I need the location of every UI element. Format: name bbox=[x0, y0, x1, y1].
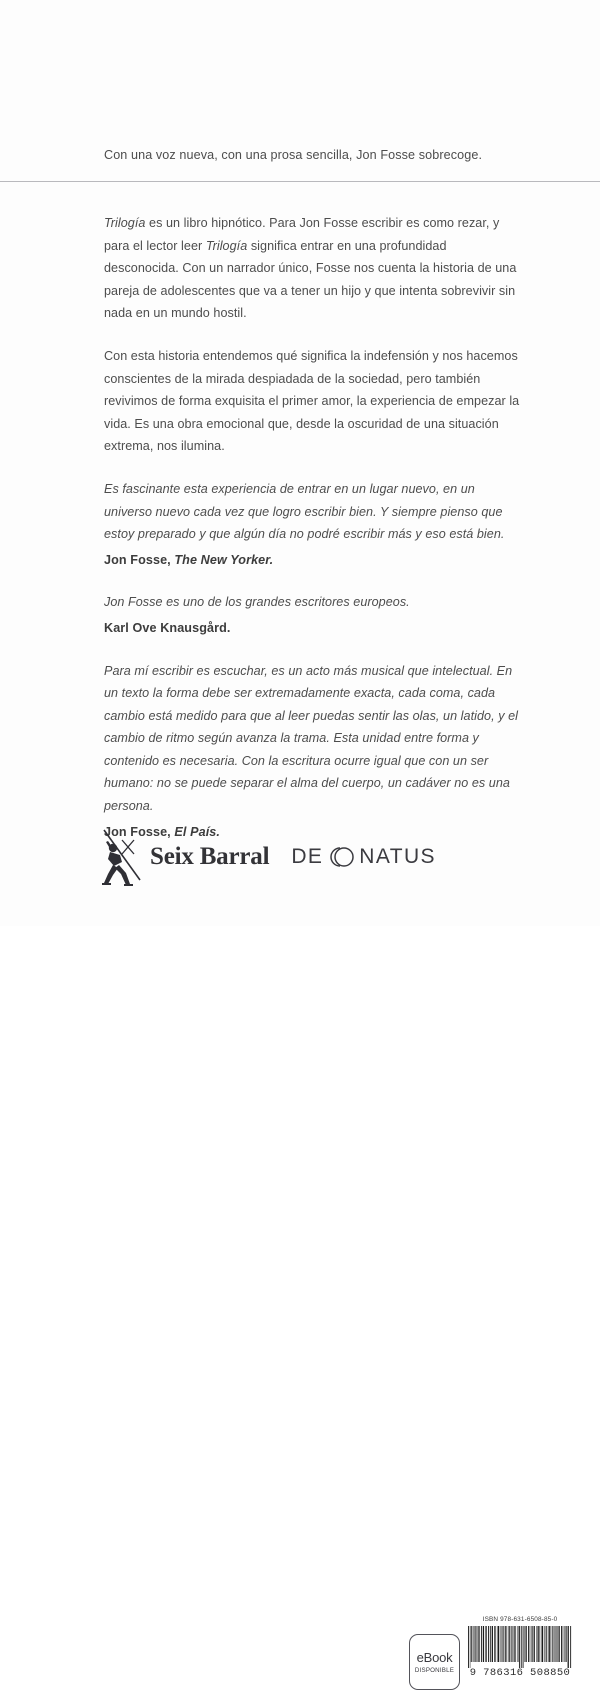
body-copy bbox=[104, 212, 520, 863]
footer bbox=[0, 812, 600, 1679]
quote-1-text: Es fascinante esta experiencia de entrar en un lugar nuevo, en un universo nuevo cada vez que logro escribir bien. Y siempre pienso que estoy preparado y que algún día no podré escribir más y eso está bien. bbox=[104, 481, 505, 542]
ebook-available-badge bbox=[409, 1634, 460, 1690]
quote-1-source: The New Yorker. bbox=[174, 552, 274, 567]
headline-blurb: Con una voz nueva, con una prosa sencilla, Jon Fosse sobrecoge. bbox=[104, 148, 483, 162]
paragraph-1-text-b: significa entrar en una profundidad desconocida. Con un narrador único, Fosse nos cuenta la historia de una pareja de adolescentes que va a tener un hijo y que intenta sobrevivir sin nada en un mundo hostil. bbox=[104, 238, 517, 321]
publisher-logos bbox=[100, 828, 436, 888]
seix-barral-wordmark: Seix Barral bbox=[150, 843, 270, 870]
co-ligature-icon bbox=[327, 846, 357, 868]
barcode-bars-icon bbox=[468, 1626, 572, 1668]
quote-2-text: Jon Fosse es uno de los grandes escritores europeos. bbox=[104, 595, 410, 610]
de-conatus-suffix: NATUS bbox=[359, 845, 436, 868]
quote-1-attribution bbox=[104, 549, 520, 572]
book-title-italic-1: Trilogía bbox=[104, 216, 146, 230]
isbn-label: ISBN 978-631-6508-85-0 bbox=[482, 1616, 558, 1623]
book-title-italic-2: Trilogía bbox=[205, 238, 248, 253]
quote-3-source: El País. bbox=[174, 824, 220, 839]
ebook-badge-line2: DISPONIBLE bbox=[414, 1666, 455, 1674]
quote-1-author: Jon Fosse, bbox=[104, 552, 175, 567]
isbn-barcode-block bbox=[466, 1616, 574, 1679]
de-conatus-prefix: DE bbox=[291, 845, 324, 868]
divider-rule bbox=[0, 181, 600, 182]
barcode-digits: 9 786316 508850 bbox=[469, 1667, 571, 1679]
paragraph-2: Con esta historia entendemos qué significa la indefensión y nos hacemos conscientes de la mirada despiadada de la sociedad, pero también revivimos de forma exquisita el primer amor, la experiencia de empezar la vida. Es una obra emocional que, desde la oscuridad de una situación extrema, nos ilumina. bbox=[104, 348, 520, 454]
quote-3-author: Jon Fosse, bbox=[104, 824, 175, 839]
seix-barral-javelin-thrower-icon bbox=[100, 828, 146, 888]
paragraph-1-text-a: es un libro hipnótico. Para Jon Fosse escribir es como rezar, y para el lector leer bbox=[104, 216, 500, 253]
paragraph-1 bbox=[104, 212, 520, 325]
quote-2-attribution: Karl Ove Knausgård. bbox=[104, 620, 231, 635]
ebook-badge-line1: eBook bbox=[416, 1649, 453, 1665]
de-conatus-wordmark bbox=[291, 845, 436, 869]
quote-3-text: Para mí escribir es escuchar, es un acto más musical que intelectual. En un texto la forma debe ser extremadamente exacta, cada coma, cada cambio está medido para que al leer puedas sentir las olas, un latido, y el cambio de ritmo según avanza la trama. Esta unidad entre forma y contenido es necesaria. Con la escritura ocurre igual que con un ser humano: no se puede separar el alma del cuerpo, un cadáver no es una persona. bbox=[104, 663, 518, 814]
